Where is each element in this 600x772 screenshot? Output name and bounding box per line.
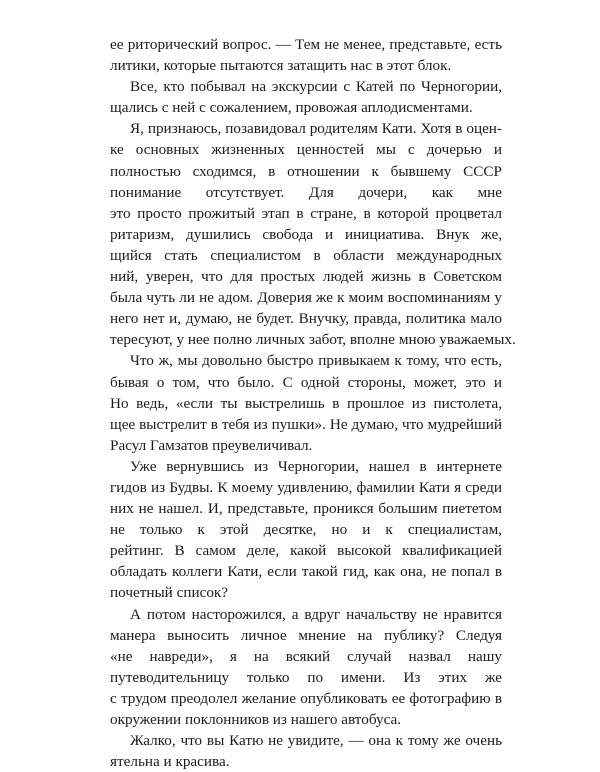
- paragraph-7: [110, 730, 502, 772]
- text-line: щее выстрелит в тебя из пушки». Не думаю, что мудрейший: [110, 415, 502, 433]
- text-line: ке основных жизненных ценностей мы с дочерью и: [110, 141, 502, 159]
- text-line: бывая о том, что было. С одной стороны, может, это и: [110, 373, 502, 391]
- paragraph-1: [110, 34, 502, 76]
- text-line: щались с ней с сожалением, провожая аплодисментами.: [110, 99, 473, 117]
- paragraph-4: [110, 350, 502, 455]
- text-line: манера выносить личное мнение на публику? Следуя: [110, 626, 502, 644]
- text-line: путеводительницу только по имени. Из этих же: [110, 668, 502, 686]
- paragraph-2: [110, 76, 502, 118]
- text-line: Расул Гамзатов преувеличивал.: [110, 436, 313, 454]
- text-line: «не навреди», я на всякий случай назвал нашу: [110, 647, 502, 665]
- text-line: литики, которые пытаются затащить нас в этот блок.: [110, 57, 452, 75]
- text-line: Я, признаюсь, позавидовал родителям Кати. Хотя в оцен-: [130, 120, 502, 138]
- text-line: ятельна и красива.: [110, 753, 230, 771]
- text-line: с трудом преодолел желание опубликовать ее фотографию в: [110, 689, 502, 707]
- text-line: рейтинг. В самом деле, какой высокой квалификацией: [110, 542, 502, 560]
- text-line: Уже вернувшись из Черногории, нашел в интернете: [130, 457, 502, 475]
- text-line: А потом насторожился, а вдруг начальству не нравится: [130, 605, 502, 623]
- book-page: [110, 34, 516, 772]
- text-line: ее риторический вопрос. — Тем не менее, представьте, есть: [110, 36, 502, 53]
- paragraph-3: [110, 118, 516, 350]
- paragraph-6: [110, 604, 502, 731]
- text-line: была чуть ли не адом. Доверия же к моим воспоминаниям у: [110, 289, 502, 307]
- text-line: ритаризм, душились свобода и инициатива. Внук же,: [110, 225, 502, 243]
- text-line: обладать коллеги Кати, если такой гид, как она, не попал в: [110, 563, 502, 581]
- text-line: Все, кто побывал на экскурсии с Катей по Черногории,: [130, 78, 502, 96]
- text-line: гидов из Будвы. К моему удивлению, фамилии Кати я среди: [110, 478, 502, 496]
- text-line: Что ж, мы довольно быстро привыкаем к тому, что есть,: [130, 352, 502, 370]
- text-line: это просто прожитый этап в стране, в которой процветал: [110, 204, 502, 222]
- text-line: окружении поклонников из нашего автобуса.: [110, 711, 402, 728]
- text-line: понимание отсутствует. Для дочери, как мне: [110, 183, 502, 201]
- paragraph-5: [110, 456, 502, 604]
- text-line: не только к этой десятке, но и к специалистам,: [110, 521, 502, 539]
- text-line: полностью сходимся, в отношении к бывшему СССР: [110, 162, 502, 180]
- text-line: него нет и, думаю, не будет. Внучку, правда, политика мало: [110, 310, 502, 328]
- text-line: Жалко, что вы Катю не увидите, — она к тому же очень: [130, 732, 502, 750]
- text-line: Но ведь, «если ты выстрелишь в прошлое из пистолета,: [110, 394, 502, 412]
- text-line: почетный список?: [110, 584, 229, 602]
- text-line: щийся стать специалистом в области международных: [110, 246, 502, 264]
- text-line: них не нашел. И, представьте, проникся большим пиететом: [110, 500, 502, 518]
- text-line: ний, уверен, что для простых людей жизнь в Советском: [110, 268, 502, 286]
- text-line: тересуют, у нее полно личных забот, вполне мною уважаемых.: [110, 331, 516, 349]
